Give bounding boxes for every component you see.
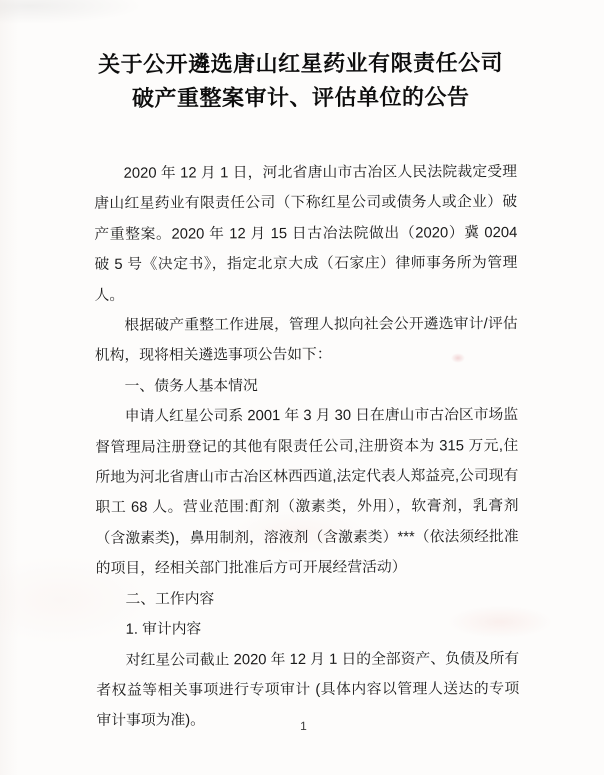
document-title xyxy=(0,46,603,117)
document-title-line-1: 关于公开遴选唐山红星药业有限责任公司 xyxy=(98,50,504,77)
page-number: 1 xyxy=(300,718,307,734)
paragraph-debtor-details: 申请人红星公司系 2001 年 3 月 30 日在唐山市古冶区市场监督管理局注册登记的其他有限责任公司,注册资本为 315 万元,住所地为河北省唐山市古冶区林西西道,法定代表人郑益亮,公司现有职工 68 人。营业范围:酊剂（激素类，外用），软膏剂，乳膏剂（含激素类)，鼻用制剂，溶液剂（含激素类）***（依法须经批准的项目，经相关部门批准后方可开展经营活动） xyxy=(95,407,519,578)
document-body xyxy=(94,157,520,737)
paragraph-audit-scope: 对红星公司截止 2020 年 12 月 1 日的全部资产、负债及所有者权益等相关事项进行专项审计 (具体内容以管理人送达的专项审计事项为准)。 xyxy=(96,650,520,730)
paragraph-selection-notice: 根据破产重整工作进展，管理人拟向社会公开遴选审计/评估机构，现将相关遴选事项公告如下： xyxy=(94,316,518,365)
subsection-heading-audit-content: 1. 审计内容 xyxy=(125,621,202,638)
section-heading-debtor-info: 一、债务人基本情况 xyxy=(124,378,258,395)
document-title-line-2: 破产重整案审计、评估单位的公告 xyxy=(131,84,470,111)
section-heading-work-content: 二、工作内容 xyxy=(125,591,215,608)
paragraph-intro-case: 2020 年 12 月 1 日，河北省唐山市古冶区人民法院裁定受理唐山红星药业有限责任公司（下称红星公司或债务人或企业）破产重整案。2020 年 12 月 15 日古冶法院做出（2020）冀 0204 破 5 号《决定书》，指定北京大成（石家庄）律师事务所为管理人。 xyxy=(94,164,518,304)
